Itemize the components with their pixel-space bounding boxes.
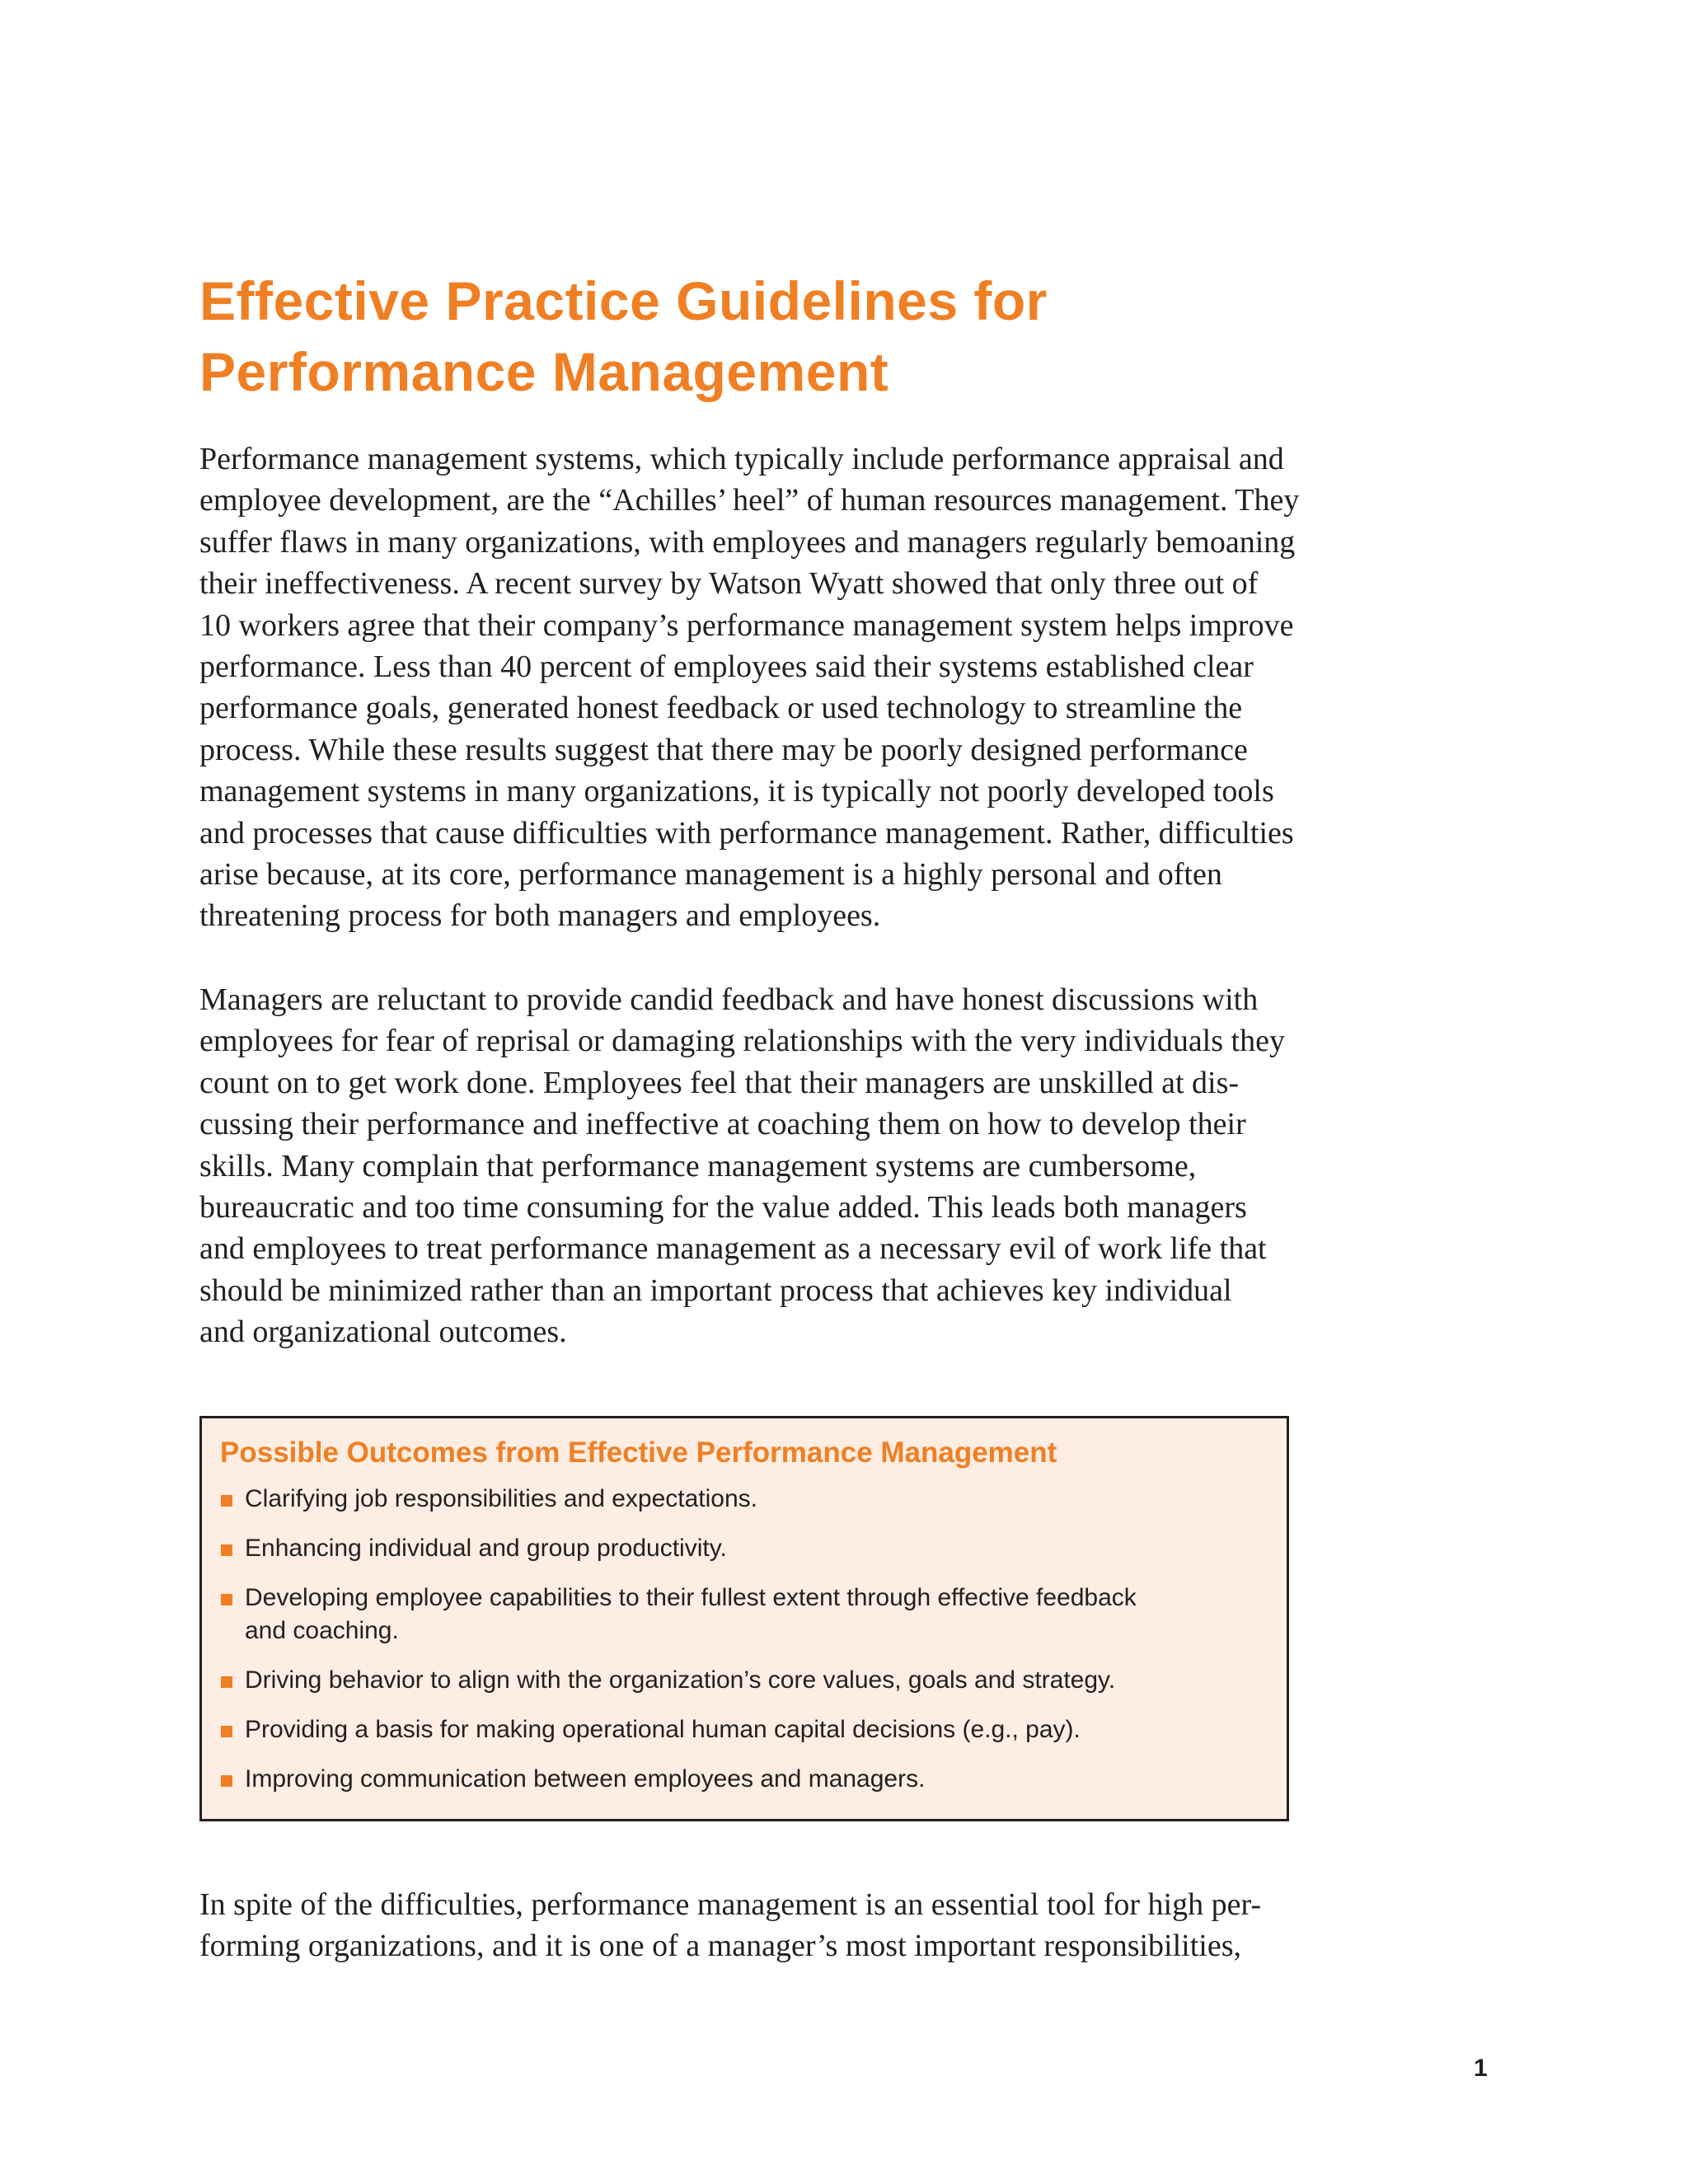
text-line: bureaucratic and too time consuming for the value added. This leads both managers [199,1190,1247,1226]
list-item-text: Enhancing individual and group productivity. [245,1535,727,1562]
square-bullet-icon [221,1544,232,1556]
list-item [220,1582,1267,1647]
list-item-text: Providing a basis for making operational human capital decisions (e.g., pay). [245,1716,1081,1743]
square-bullet-icon [221,1775,232,1787]
text-line: employee development, are the “Achilles’ heel” of human resources management. They [199,483,1300,518]
text-line: count on to get work done. Employees feel that their managers are unskilled at dis- [199,1065,1240,1100]
list-item [220,1532,1267,1565]
square-bullet-icon [221,1495,232,1507]
square-bullet-icon [221,1676,232,1688]
text-line: cussing their performance and ineffective at coaching them on how to develop their [199,1107,1246,1142]
text-line: arise because, at its core, performance management is a highly personal and often [199,857,1222,893]
page-number: 1 [1474,2055,1488,2082]
text-line: and processes that cause difficulties with performance management. Rather, difficulties [199,815,1294,851]
text-line: suffer flaws in many organizations, with employees and managers regularly bemoaning [199,524,1296,560]
square-bullet-icon [221,1726,232,1737]
list-item [220,1713,1267,1746]
text-line: management systems in many organizations, it is typically not poorly developed tools [199,774,1274,809]
list-item-text: Driving behavior to align with the organization’s core values, goals and strategy. [245,1666,1116,1694]
text-line: and employees to treat performance management as a necessary evil of work life that [199,1231,1267,1267]
closing-paragraph [199,1884,1296,1967]
callout-title: Possible Outcomes from Effective Performance Management [220,1436,1057,1469]
text-line: their ineffectiveness. A recent survey by Watson Wyatt showed that only three out of [199,566,1259,602]
list-item-text: Improving communication between employees and managers. [245,1765,926,1793]
list-item-text: Clarifying job responsibilities and expectations. [245,1485,758,1512]
text-line: process. While these results suggest that there may be poorly designed performance [199,732,1248,767]
text-line: Managers are reluctant to provide candid feedback and have honest discussions with [199,982,1259,1017]
text-line: should be minimized rather than an important process that achieves key individual [199,1272,1232,1308]
text-line: employees for fear of reprisal or damaging relationships with the very individuals they [199,1024,1285,1059]
managers-paragraph [199,979,1296,1353]
list-item [220,1763,1267,1796]
list-item-text: and coaching. [245,1617,399,1644]
text-line: threatening process for both managers and employees. [199,898,881,934]
text-line: performance goals, generated honest feedback or used technology to streamline the [199,691,1243,726]
square-bullet-icon [221,1594,232,1605]
text-line: performance. Less than 40 percent of employees said their systems established clear [199,649,1254,685]
outcomes-callout-box [199,1416,1289,1821]
page-title [199,265,1353,407]
text-line: skills. Many complain that performance management systems are cumbersome, [199,1148,1197,1183]
list-item [220,1664,1267,1697]
list-item [220,1483,1267,1516]
title-line-1: Effective Practice Guidelines for [199,270,1048,331]
text-line: and organizational outcomes. [199,1315,567,1350]
text-line: 10 workers agree that their company’s performance management system helps improve [199,607,1294,643]
outcomes-list [220,1483,1267,1796]
text-line: forming organizations, and it is one of a manager’s most important responsibilities, [199,1929,1241,1964]
intro-paragraph [199,438,1300,937]
list-item-text: Developing employee capabilities to their fullest extent through effective feedback [245,1584,1137,1611]
text-line: Performance management systems, which typically include performance appraisal and [199,442,1284,476]
title-line-2: Performance Management [199,341,889,402]
text-line: In spite of the difficulties, performance management is an essential tool for high per- [199,1887,1262,1922]
